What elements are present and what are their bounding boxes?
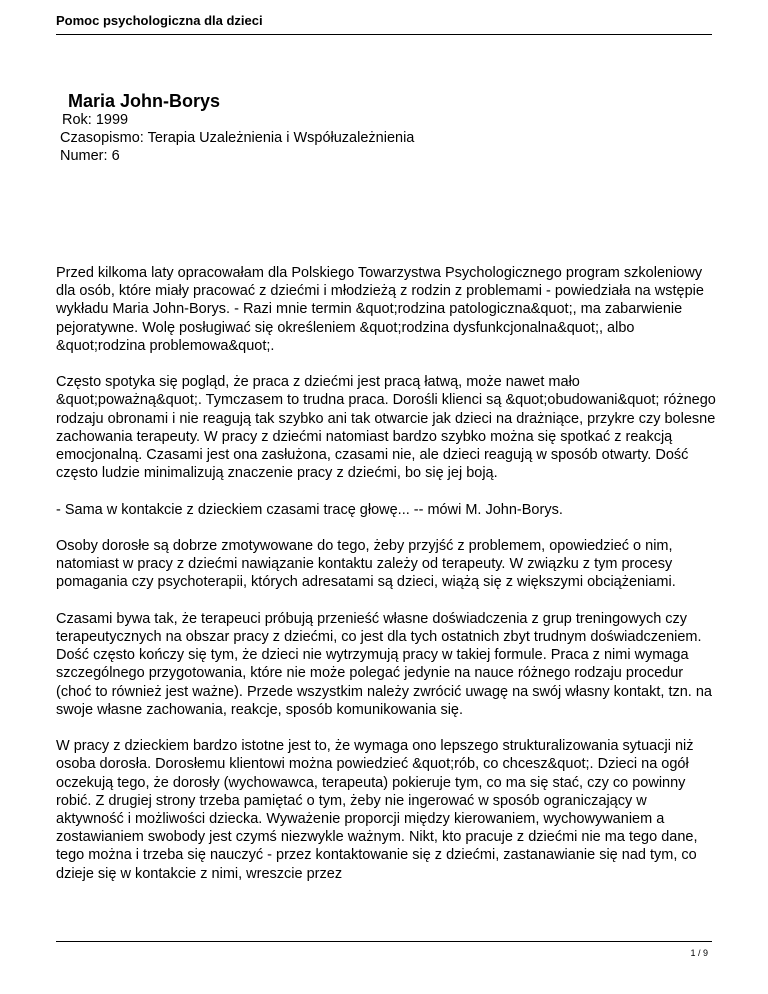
article-year: Rok: 1999: [62, 112, 129, 128]
body-paragraph: Czasami bywa tak, że terapeuci próbują przenieść własne doświadczenia z grup treningowych czy terapeutycznych na obszar pracy z dziećmi, co jest dla tych ostatnich zbyt trudnym doświadczeniem. Dość często kończy się tym, że dzieci nie wytrzymują pracy w takiej formule. Praca z nimi wymaga szczególnego przygotowania, które nie może polegać jedynie na nauce różnego rodzaju procedur (choć to również jest ważne). Przede wszystkim należy zwrócić uwagę na swój własny kontakt, tzn. na swoje własne zachowania, reakcje, sposób komunikowania się.: [56, 610, 712, 718]
body-paragraph: Często spotyka się pogląd, że praca z dziećmi jest pracą łatwą, może nawet mało &quot;poważną&quot;. Tymczasem to trudna praca. Dorośli klienci są &quot;obudowani&quot; różnego rodzaju obronami i nie reagują tak szybko ani tak otwarcie jak dzieci na drażniące, przykre czy bolesne zachowania terapeuty. W pracy z dziećmi natomiast bardzo szybko można się spotkać z reakcją emocjonalną. Czasami jest ona zasłużona, czasami nie, ale dzieci reagują w sposób otwarty. Dość często ludzie minimalizują znaczenie pracy z dziećmi, bo się jej boją.: [56, 374, 716, 482]
article-journal: Czasopismo: Terapia Uzależnienia i Współuzależnienia: [60, 130, 415, 146]
article-issue: Numer: 6: [60, 148, 120, 164]
article-body: [56, 264, 716, 901]
page-number: 1 / 9: [690, 948, 708, 958]
body-paragraph: Osoby dorosłe są dobrze zmotywowane do tego, żeby przyjść z problemem, opowiedzieć o nim, natomiast w pracy z dziećmi nawiązanie kontaktu zależy od terapeuty. W związku z tym procesy pomagania czy psychoterapii, których adresatami są dzieci, wiążą się z większymi obciążeniami.: [56, 538, 676, 591]
article-metadata: [60, 111, 414, 165]
article-author: Maria John-Borys: [68, 91, 221, 111]
header-divider: [56, 34, 712, 35]
document-header-title: Pomoc psychologiczna dla dzieci: [56, 13, 263, 28]
body-paragraph: Przed kilkoma laty opracowałam dla Polskiego Towarzystwa Psychologicznego program szkoleniowy dla osób, które miały pracować z dziećmi i młodzieżą z rodzin z problemami - powiedziała na wstępie wykładu Maria John-Borys. - Razi mnie termin &quot;rodzina patologiczna&quot;, ma zabarwienie pejoratywne. Wolę posługiwać się określeniem &quot;rodzina dysfunkcjonalna&quot;, albo &quot;rodzina problemowa&quot;.: [56, 265, 704, 354]
body-paragraph: W pracy z dzieckiem bardzo istotne jest to, że wymaga ono lepszego strukturalizowania sytuacji niż osoba dorosła. Dorosłemu klientowi można powiedzieć &quot;rób, co chcesz&quot;. Dzieci na ogół oczekują tego, że dorosły (wychowawca, terapeuta) pokieruje tym, co ma się stać, czy co powinny robić. Z drugiej strony trzeba pamiętać o tym, żeby nie ingerować w sposób ograniczający w aktywność i możliwości dziecka. Wyważenie proporcji między kierowaniem, wychowywaniem a zostawianiem swobody jest czymś niezwykle ważnym. Nikt, kto pracuje z dziećmi nie ma tego dane, tego można i trzeba się nauczyć - przez kontaktowanie się z dziećmi, zastanawianie się nad tym, co dzieje się w kontakcie z nimi, wreszcie przez: [56, 738, 698, 882]
body-paragraph: - Sama w kontakcie z dzieckiem czasami tracę głowę... -- mówi M. John-Borys.: [56, 501, 563, 518]
footer-divider: [56, 941, 712, 942]
